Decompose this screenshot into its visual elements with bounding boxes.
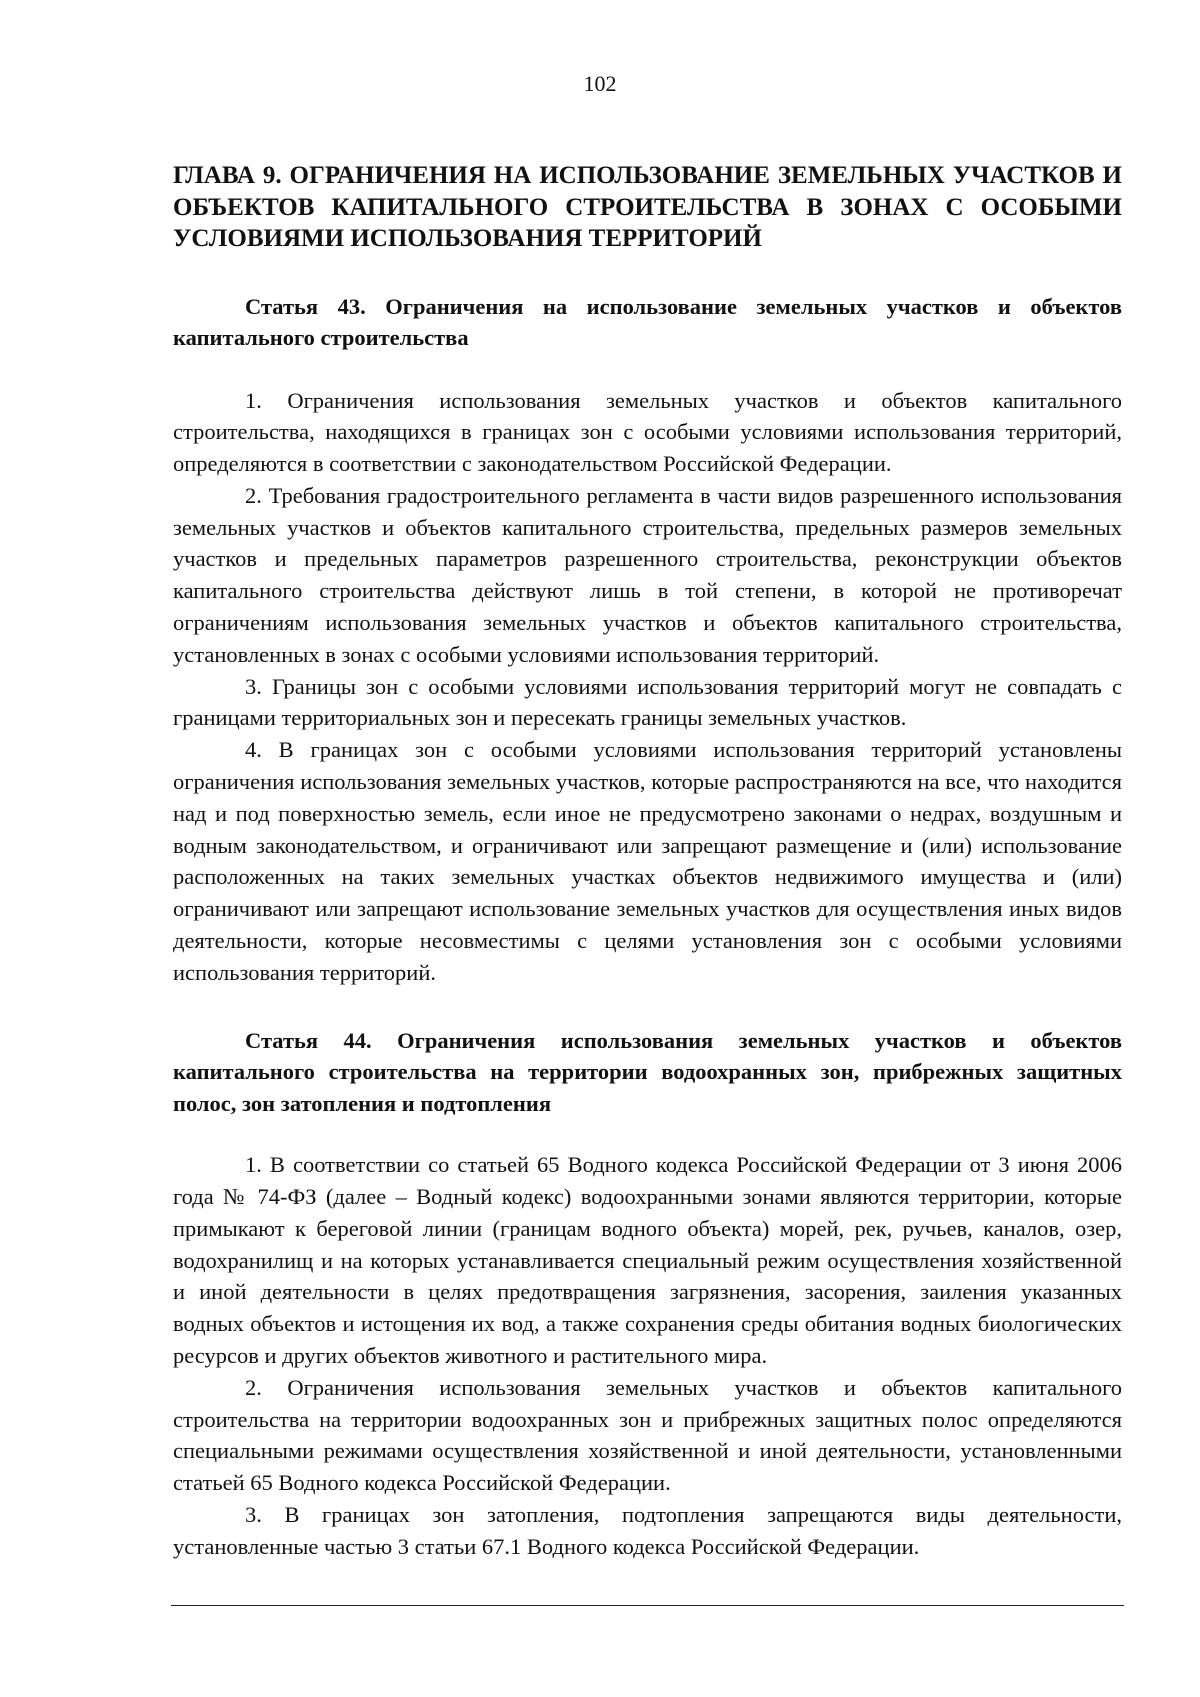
article-44-paragraph-1: 1. В соответствии со статьей 65 Водного кодекса Российской Федерации от 3 июня 2006 года № 74-ФЗ (далее – Водный кодекс) водоохранными зонами являются территории, которые примыкают к береговой линии (границам водного объекта) морей, рек, ручьев, каналов, озер, водохранилищ и на которых устанавливается специальный режим осуществления хозяйственной и иной деятельности в целях предотвращения загрязнения, засорения, заиления указанных водных объектов и истощения их вод, а также сохранения среды обитания водных биологических ресурсов и других объектов животного и растительного мира.: [173, 1152, 1122, 1368]
article-43-paragraph-4: 4. В границах зон с особыми условиями использования территорий установлены ограничения использования земельных участков, которые распространяются на все, что находится над и под поверхностью земель, если иное не предусмотрено законами о недрах, воздушным и водным законодательством, и ограничивают или запрещают размещение и (или) использование расположенных на таких земельных участках объектов недвижимого имущества и (или) ограничивают или запрещают использование земельных участков для осуществления иных видов деятельности, которые несовместимы с целями установления зон с особыми условиями использования территорий.: [173, 737, 1122, 985]
article-44-title: Статья 44. Ограничения использования земельных участков и объектов капитального строительства на территории водоохранных зон, прибрежных защитных полос, зон затопления и подтопления: [173, 1027, 1122, 1116]
footer-divider: [171, 1605, 1124, 1606]
article-43-paragraph-1: 1. Ограничения использования земельных участков и объектов капитального строительства, находящихся в границах зон с особыми условиями использования территорий, определяются в соответствии с законодательством Российской Федерации.: [173, 387, 1122, 477]
page-number: 102: [583, 71, 617, 96]
page-content: [173, 160, 1122, 1563]
article-43-title: Статья 43. Ограничения на использование земельных участков и объектов капитального строительства: [173, 293, 1122, 350]
article-44-paragraph-2: 2. Ограничения использования земельных участков и объектов капитального строительства на территории водоохранных зон и прибрежных защитных полос определяются специальными режимами осуществления хозяйственной и иной деятельности, установленными статьей 65 Водного кодекса Российской Федерации.: [173, 1374, 1122, 1496]
chapter-title: ГЛАВА 9. ОГРАНИЧЕНИЯ НА ИСПОЛЬЗОВАНИЕ ЗЕМЕЛЬНЫХ УЧАСТКОВ И ОБЪЕКТОВ КАПИТАЛЬНОГО СТРОИТЕЛЬСТВА В ЗОНАХ С ОСОБЫМИ УСЛОВИЯМИ ИСПОЛЬЗОВАНИЯ ТЕРРИТОРИЙ: [173, 162, 1122, 252]
article-43-paragraph-2: 2. Требования градостроительного регламента в части видов разрешенного использования земельных участков и объектов капитального строительства, предельных размеров земельных участков и предельных параметров разрешенного строительства, реконструкции объектов капитального строительства действуют лишь в той степени, в которой не противоречат ограничениям использования земельных участков и объектов капитального строительства, установленных в зонах с особыми условиями использования территорий.: [173, 482, 1122, 667]
article-44-body: [173, 1149, 1122, 1562]
article-43-paragraph-3: 3. Границы зон с особыми условиями использования территорий могут не совпадать с границами территориальных зон и пересекать границы земельных участков.: [173, 673, 1122, 731]
article-43-body: [173, 385, 1122, 989]
article-44-paragraph-3: 3. В границах зон затопления, подтопления запрещаются виды деятельности, установленные частью 3 статьи 67.1 Водного кодекса Российской Федерации.: [173, 1501, 1122, 1559]
